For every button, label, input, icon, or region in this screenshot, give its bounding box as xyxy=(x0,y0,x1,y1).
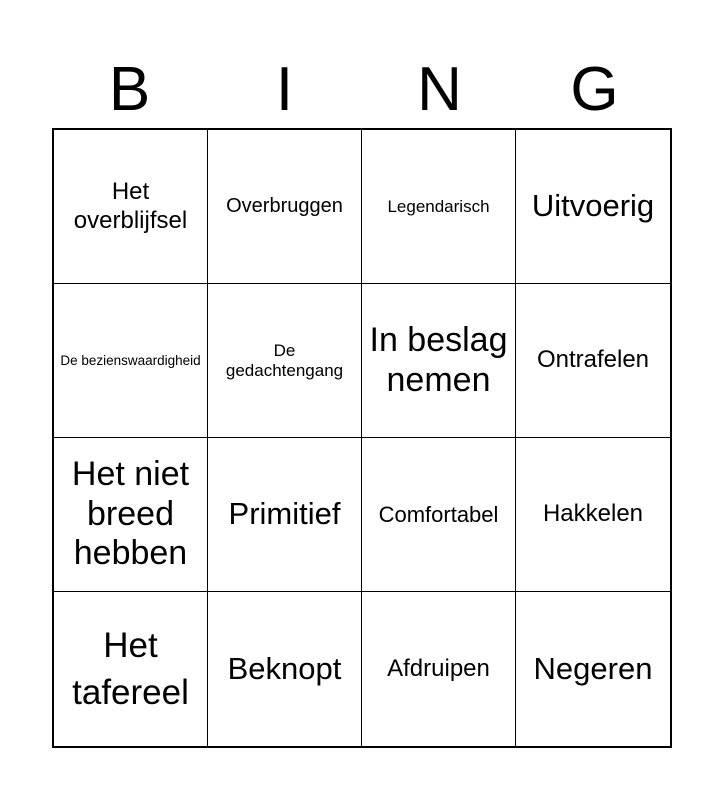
bingo-cell: Ontrafelen xyxy=(516,284,670,438)
bingo-cell: Primitief xyxy=(208,438,362,592)
bingo-cell: Het tafereel xyxy=(54,592,208,746)
bingo-cell: Het overblijfsel xyxy=(54,130,208,284)
bingo-cell: Negeren xyxy=(533,650,653,686)
bingo-cell: Beknopt xyxy=(208,592,362,746)
bingo-cell: Afdruipen xyxy=(362,592,516,746)
bingo-cell: Het niet breed hebben xyxy=(54,438,208,592)
bingo-cell: Overbruggen xyxy=(208,130,362,284)
bingo-cell: In beslag nemen xyxy=(362,284,516,438)
bingo-cell: Legendarisch xyxy=(362,130,516,284)
bingo-header xyxy=(52,52,672,128)
bingo-cell: Hakkelen xyxy=(516,438,670,592)
bingo-grid xyxy=(52,128,672,748)
header-letter-b: B xyxy=(108,55,151,124)
bingo-cell: Uitvoerig xyxy=(516,130,670,284)
header-letter-n: N xyxy=(417,55,462,124)
bingo-cell: De bezienswaardigheid xyxy=(54,284,208,438)
bingo-cell: De gedachtengang xyxy=(208,284,362,438)
header-letter-g: G xyxy=(570,55,619,124)
bingo-cell: Comfortabel xyxy=(362,438,516,592)
header-letter-i: I xyxy=(275,55,294,124)
